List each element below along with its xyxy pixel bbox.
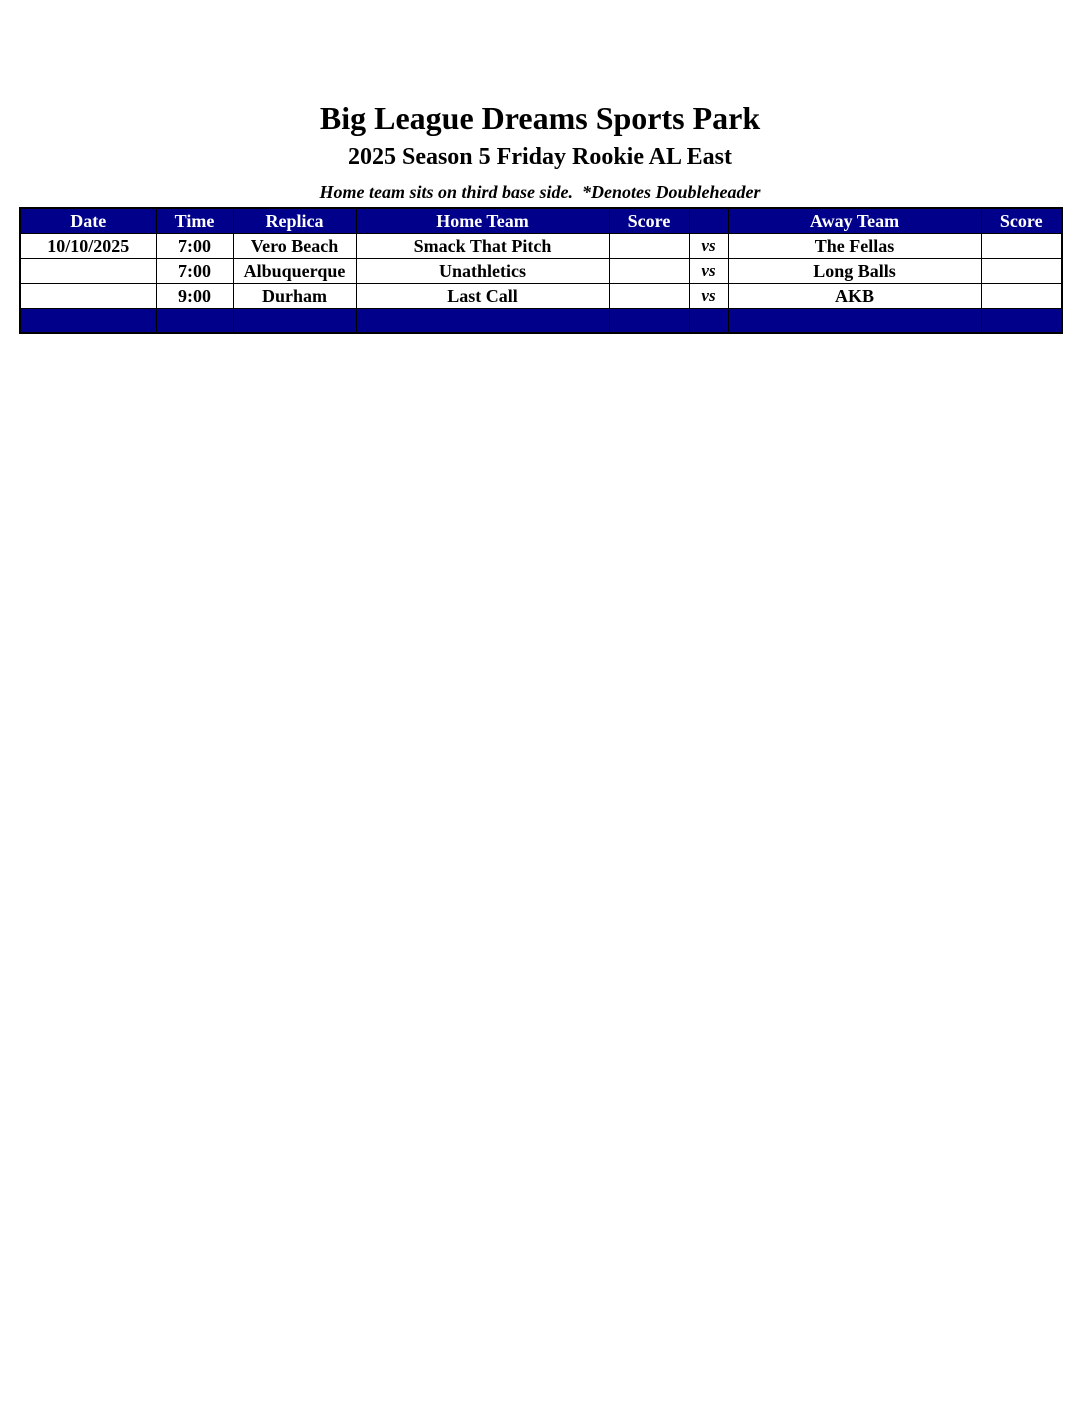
footer-cell: [609, 309, 689, 334]
cell-home-team: Unathletics: [356, 259, 609, 284]
footer-cell: [356, 309, 609, 334]
cell-away-score: [981, 234, 1062, 259]
cell-replica: Vero Beach: [233, 234, 356, 259]
cell-date: [20, 284, 156, 309]
footer-cell: [689, 309, 728, 334]
schedule-table: [19, 207, 1063, 334]
cell-home-score: [609, 284, 689, 309]
cell-vs: vs: [689, 284, 728, 309]
table-row: [20, 284, 1062, 309]
table-header-row: [20, 208, 1062, 234]
column-header-away-score: Score: [981, 208, 1062, 234]
cell-away-score: [981, 284, 1062, 309]
cell-home-score: [609, 234, 689, 259]
page-title: Big League Dreams Sports Park: [319, 100, 761, 136]
page-subtitle: 2025 Season 5 Friday Rookie AL East: [347, 144, 733, 170]
cell-time: 7:00: [156, 259, 233, 284]
column-header-home-score: Score: [609, 208, 689, 234]
column-header-date: Date: [20, 208, 156, 234]
column-header-replica: Replica: [233, 208, 356, 234]
footer-cell: [20, 309, 156, 334]
footer-cell: [728, 309, 981, 334]
cell-home-team: Last Call: [356, 284, 609, 309]
table-row: [20, 259, 1062, 284]
column-header-vs: [689, 208, 728, 234]
cell-time: 7:00: [156, 234, 233, 259]
cell-date: [20, 259, 156, 284]
cell-time: 9:00: [156, 284, 233, 309]
cell-vs: vs: [689, 234, 728, 259]
cell-vs: vs: [689, 259, 728, 284]
table-row: [20, 234, 1062, 259]
footer-cell: [233, 309, 356, 334]
schedule-note: Home team sits on third base side. *Denotes Doubleheader: [319, 182, 761, 202]
cell-away-team: AKB: [728, 284, 981, 309]
cell-away-team: The Fellas: [728, 234, 981, 259]
table-footer-row: [20, 309, 1062, 334]
cell-away-score: [981, 259, 1062, 284]
column-header-time: Time: [156, 208, 233, 234]
footer-cell: [156, 309, 233, 334]
footer-cell: [981, 309, 1062, 334]
cell-date: 10/10/2025: [20, 234, 156, 259]
cell-away-team: Long Balls: [728, 259, 981, 284]
column-header-away-team: Away Team: [728, 208, 981, 234]
cell-replica: Durham: [233, 284, 356, 309]
cell-home-team: Smack That Pitch: [356, 234, 609, 259]
cell-replica: Albuquerque: [233, 259, 356, 284]
column-header-home-team: Home Team: [356, 208, 609, 234]
cell-home-score: [609, 259, 689, 284]
